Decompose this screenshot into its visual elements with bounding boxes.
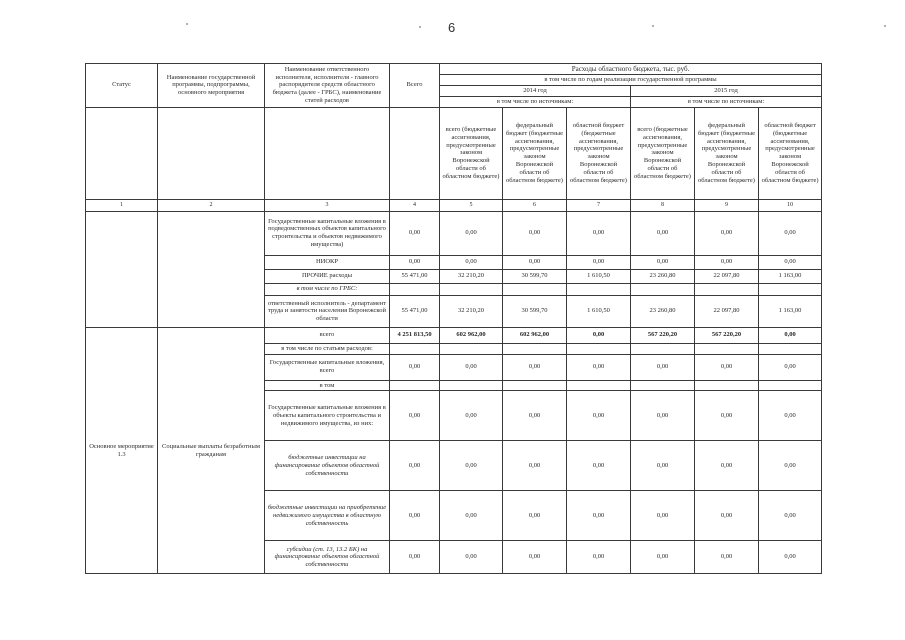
scan-speck: [419, 26, 421, 28]
table-row: [86, 211, 822, 255]
value-cell: 0,00: [759, 327, 822, 343]
value-cell: 0,00: [695, 541, 759, 574]
value-cell: 0,00: [440, 541, 503, 574]
header-col-8: всего (бюджетные ассигнования, предусмотренные законом Воронежской области об областном бюджете): [631, 107, 695, 199]
row-label: бюджетные инвестиции на приобретение недвижимого имущества в областную собственность: [265, 491, 390, 541]
value-cell: 55 471,00: [390, 269, 440, 283]
value-cell: 22 097,80: [695, 269, 759, 283]
value-cell: 23 260,80: [631, 295, 695, 327]
row-label: в том числе по ГРБС:: [265, 283, 390, 295]
value-cell: 0,00: [567, 391, 631, 441]
value-cell: 0,00: [390, 541, 440, 574]
header-sources-2014: в том числе по источникам:: [440, 96, 631, 107]
status-cell: [86, 211, 158, 327]
value-cell: 30 599,70: [503, 269, 567, 283]
header-status-cont: [86, 107, 158, 199]
header-year-2014: 2014 год: [440, 86, 631, 97]
value-cell: 0,00: [631, 441, 695, 491]
value-cell: 0,00: [759, 255, 822, 269]
value-cell: 0,00: [440, 354, 503, 380]
column-number: 2: [158, 199, 265, 211]
value-cell: 1 610,50: [567, 269, 631, 283]
row-label: субсидии (ст. 13, 13.2 БК) на финансирование объектов областной собственности: [265, 541, 390, 574]
scan-speck: [186, 23, 188, 25]
value-cell: 602 962,00: [503, 327, 567, 343]
header-col-9: федеральный бюджет (бюджетные ассигнования, предусмотренные законом Воронежской области об областном бюджете): [695, 107, 759, 199]
value-cell: 0,00: [695, 441, 759, 491]
value-cell: 32 210,20: [440, 295, 503, 327]
value-cell: 0,00: [390, 391, 440, 441]
value-cell: 23 260,80: [631, 269, 695, 283]
value-cell: 0,00: [695, 255, 759, 269]
value-cell: 0,00: [390, 441, 440, 491]
event-status: Основное мероприятие 1.3: [86, 327, 158, 574]
value-cell: 1 163,00: [759, 269, 822, 283]
value-cell: 0,00: [440, 391, 503, 441]
header-expenses-title: Расходы областного бюджета, тыс. руб.: [440, 64, 822, 75]
value-cell: 0,00: [631, 491, 695, 541]
value-cell: 567 220,20: [631, 327, 695, 343]
value-cell: 0,00: [503, 491, 567, 541]
value-cell: 0,00: [567, 491, 631, 541]
value-cell: 0,00: [759, 441, 822, 491]
column-number: 6: [503, 199, 567, 211]
row-label: в том числе по статьям расходов:: [265, 343, 390, 354]
program-cell: [158, 211, 265, 327]
header-status: Статус: [86, 64, 158, 108]
column-number-row: [86, 199, 822, 211]
value-cell: 0,00: [503, 255, 567, 269]
value-cell: 567 220,20: [695, 327, 759, 343]
value-cell: 0,00: [631, 391, 695, 441]
row-label: всего: [265, 327, 390, 343]
value-cell: 0,00: [759, 391, 822, 441]
value-cell: 0,00: [567, 354, 631, 380]
value-cell: 0,00: [695, 354, 759, 380]
value-cell: 0,00: [440, 211, 503, 255]
value-cell: 0,00: [440, 441, 503, 491]
row-label: Государственные капитальные вложения, всего: [265, 354, 390, 380]
value-cell: 0,00: [567, 441, 631, 491]
value-cell: 22 097,80: [695, 295, 759, 327]
scan-speck: [652, 25, 654, 27]
page-number: 6: [448, 20, 456, 35]
value-cell: 0,00: [503, 211, 567, 255]
header-col-6: федеральный бюджет (бюджетные ассигнования, предусмотренные законом Воронежской области об областном бюджете): [503, 107, 567, 199]
header-col-5: всего (бюджетные ассигнования, предусмотренные законом Воронежской области об областном бюджете): [440, 107, 503, 199]
value-cell: 602 962,00: [440, 327, 503, 343]
value-cell: 4 251 813,50: [390, 327, 440, 343]
value-cell: 0,00: [695, 491, 759, 541]
event-name: Социальные выплаты безработным гражданам: [158, 327, 265, 574]
value-cell: 0,00: [390, 211, 440, 255]
value-cell: 0,00: [759, 354, 822, 380]
column-number: 5: [440, 199, 503, 211]
table-row: [86, 327, 822, 343]
value-cell: 0,00: [503, 391, 567, 441]
value-cell: 0,00: [503, 354, 567, 380]
value-cell: 0,00: [390, 491, 440, 541]
header-program: Наименование государственной программы, подпрограммы, основного мероприятия: [158, 64, 265, 108]
row-label: Государственные капитальные вложения в подведомственных объектов капитального строительства и объектов недвижимого имущества): [265, 211, 390, 255]
value-cell: 1 610,50: [567, 295, 631, 327]
value-cell: 0,00: [759, 211, 822, 255]
header-year-2015: 2015 год: [631, 86, 822, 97]
value-cell: 0,00: [759, 491, 822, 541]
value-cell: 0,00: [695, 391, 759, 441]
header-col-10: областной бюджет (бюджетные ассигнования, предусмотренные законом Воронежской области об областном бюджете): [759, 107, 822, 199]
header-sources-2015: в том числе по источникам:: [631, 96, 822, 107]
value-cell: 0,00: [390, 255, 440, 269]
header-executor-cont: [265, 107, 390, 199]
row-label: ПРОЧИЕ расходы: [265, 269, 390, 283]
header-by-years: в том числе по годам реализации государственной программы: [440, 75, 822, 86]
column-number: 8: [631, 199, 695, 211]
value-cell: 1 163,00: [759, 295, 822, 327]
value-cell: 32 210,20: [440, 269, 503, 283]
value-cell: 0,00: [631, 354, 695, 380]
header-col-7: областной бюджет (бюджетные ассигнования, предусмотренные законом Воронежской области об областном бюджете): [567, 107, 631, 199]
budget-table: [85, 63, 822, 574]
value-cell: 0,00: [567, 255, 631, 269]
value-cell: 0,00: [390, 354, 440, 380]
column-number: 10: [759, 199, 822, 211]
value-cell: 55 471,00: [390, 295, 440, 327]
row-label: Государственные капитальные вложения в объекты капитального строительства и недвижимого имущества, из них:: [265, 391, 390, 441]
value-cell: 0,00: [567, 327, 631, 343]
value-cell: 0,00: [503, 441, 567, 491]
header-total: Всего: [390, 64, 440, 108]
value-cell: 0,00: [567, 541, 631, 574]
row-label: НИОКР: [265, 255, 390, 269]
row-label: бюджетные инвестиции на финансирование объектов областной собственности: [265, 441, 390, 491]
value-cell: 0,00: [631, 255, 695, 269]
column-number: 3: [265, 199, 390, 211]
value-cell: 0,00: [567, 211, 631, 255]
value-cell: 30 599,70: [503, 295, 567, 327]
column-number: 4: [390, 199, 440, 211]
value-cell: 0,00: [503, 541, 567, 574]
column-number: 7: [567, 199, 631, 211]
value-cell: 0,00: [695, 211, 759, 255]
value-cell: 0,00: [440, 255, 503, 269]
column-number: 1: [86, 199, 158, 211]
row-label: в том: [265, 380, 390, 391]
value-cell: 0,00: [759, 541, 822, 574]
header-total-cont: [390, 107, 440, 199]
scan-speck: [884, 25, 886, 27]
column-number: 9: [695, 199, 759, 211]
header-executor: Наименование ответственного исполнителя, исполнителя - главного распорядителя средств областного бюджета (далее - ГРБС), наименование статей расходов: [265, 64, 390, 108]
header-program-cont: [158, 107, 265, 199]
value-cell: 0,00: [631, 541, 695, 574]
value-cell: 0,00: [440, 491, 503, 541]
row-label: ответственный исполнитель - департамент труда и занятости населения Воронежской области: [265, 295, 390, 327]
value-cell: 0,00: [631, 211, 695, 255]
